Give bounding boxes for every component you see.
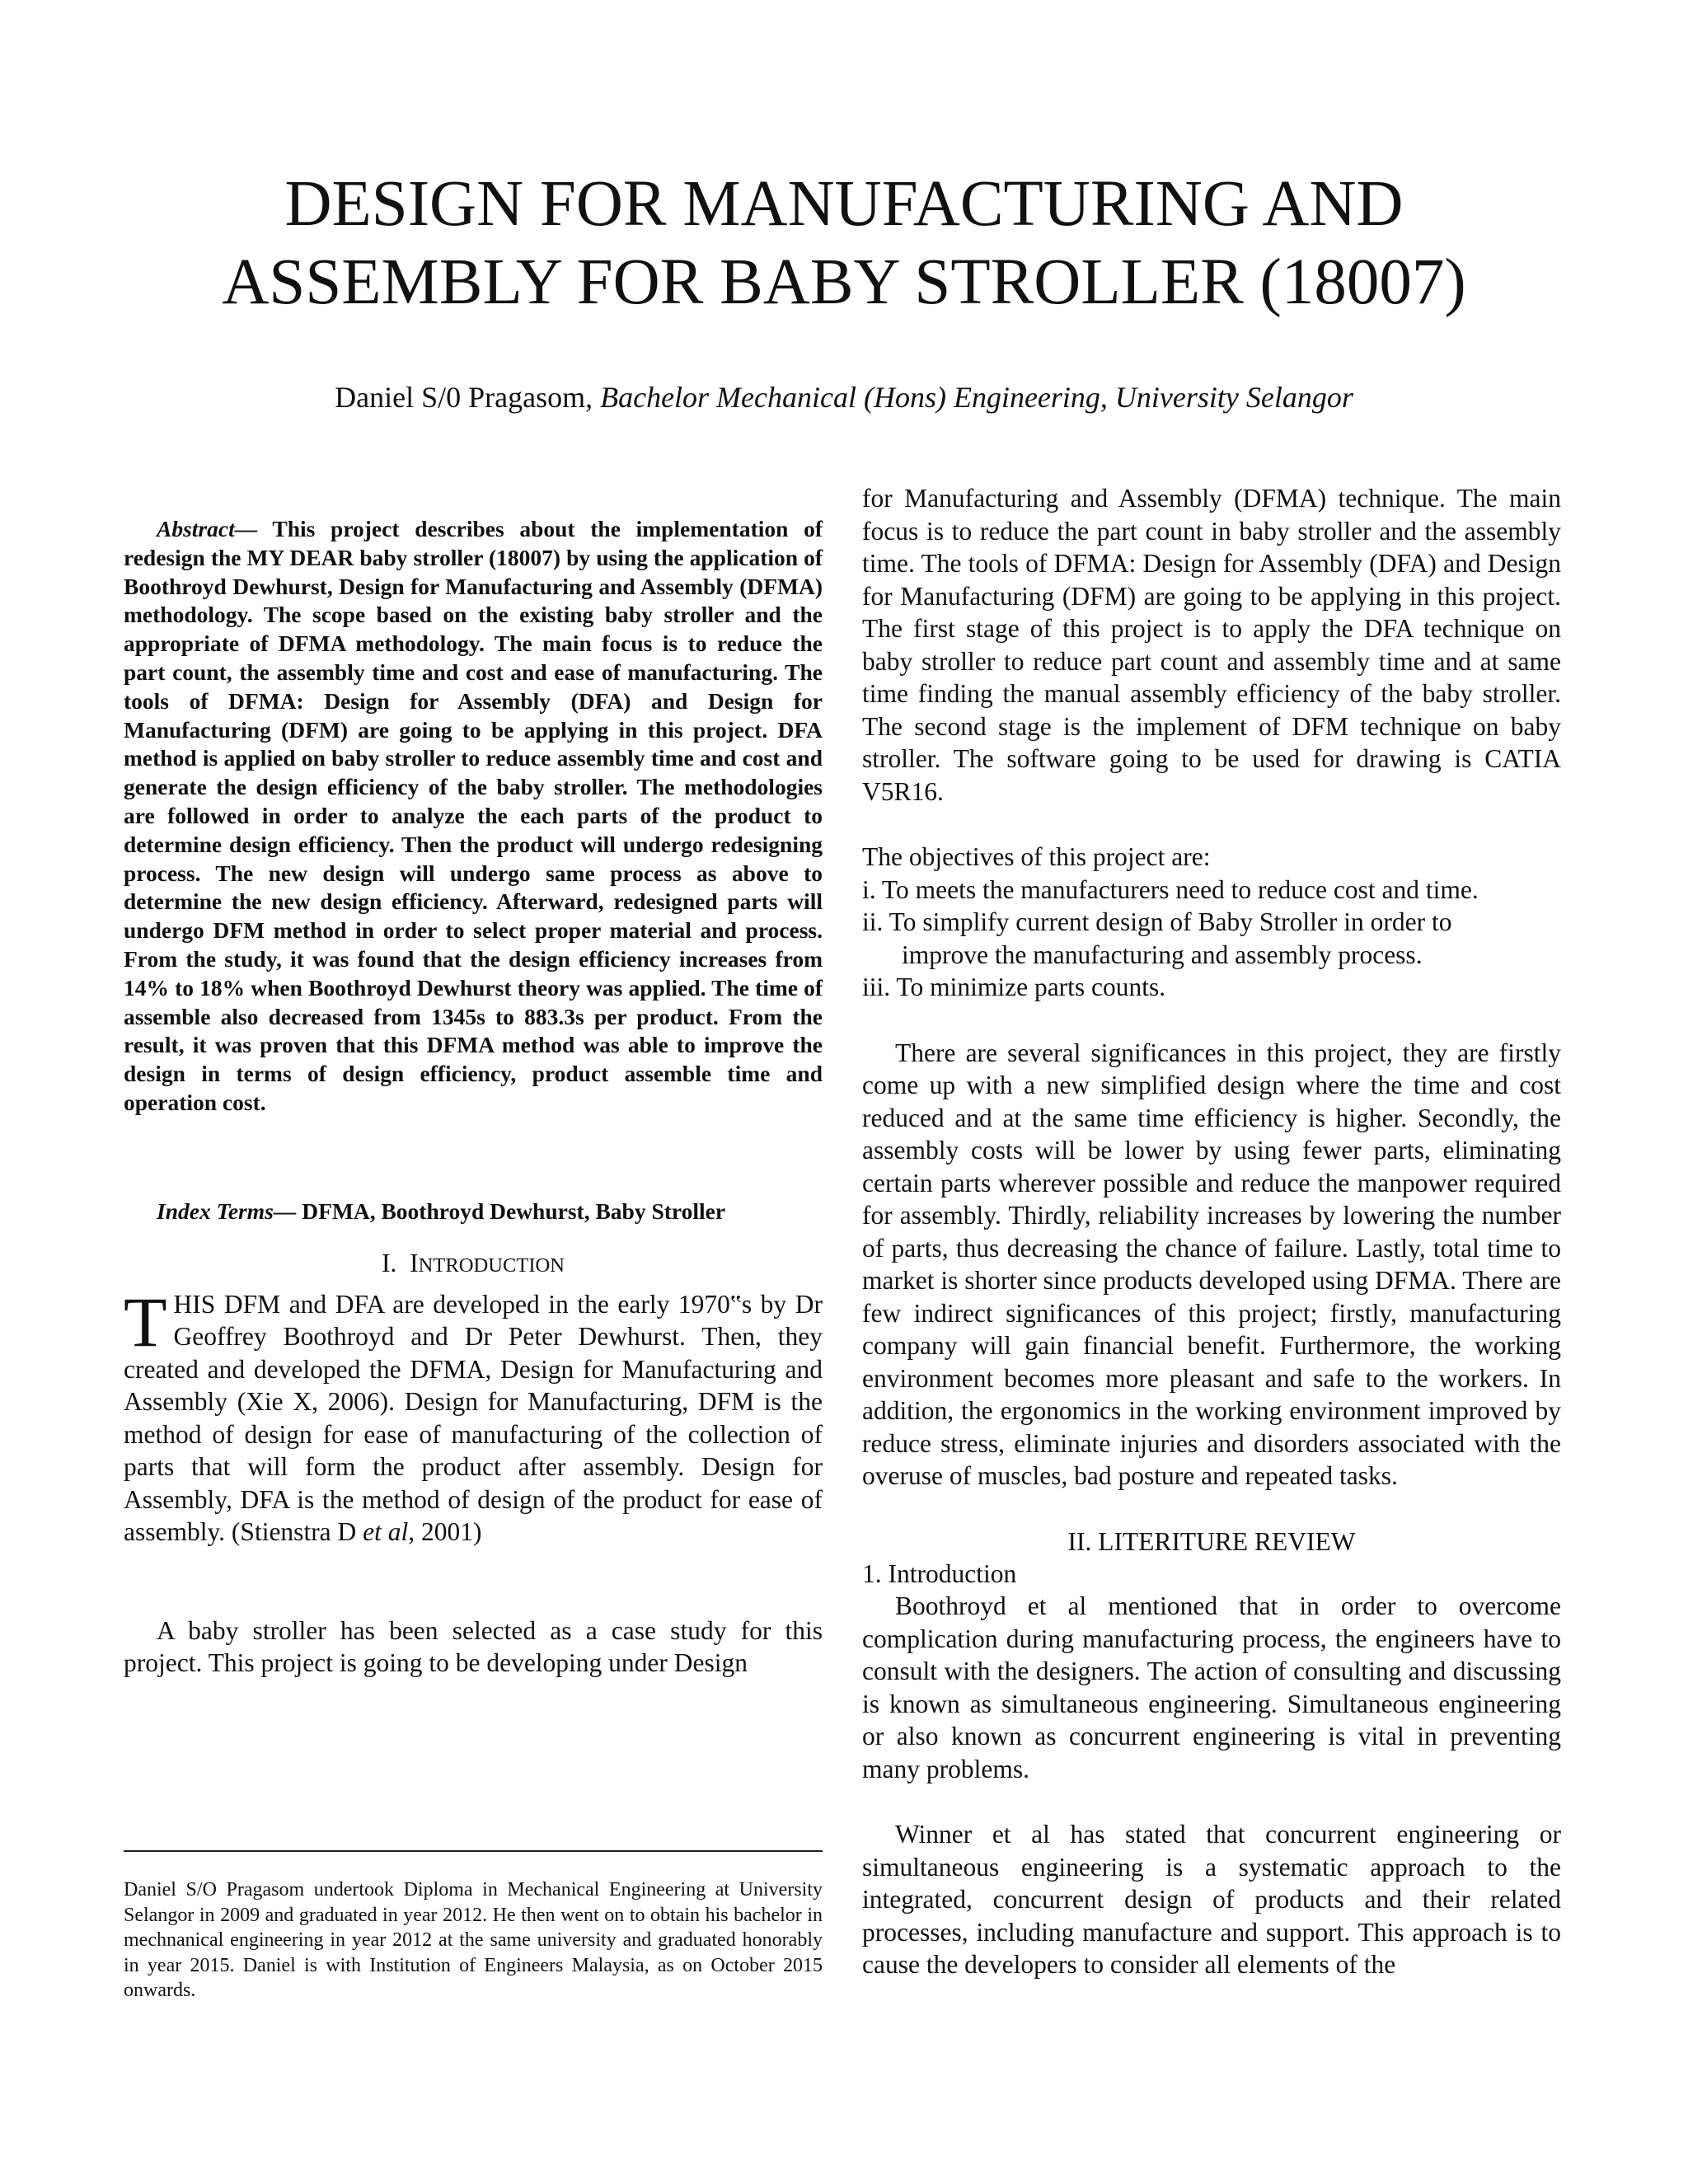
- title-line-2: ASSEMBLY FOR BABY STROLLER (18007): [222, 246, 1466, 318]
- section-heading-literature-review: II. LITERITURE REVIEW: [1067, 1526, 1356, 1556]
- winner-paragraph: Winner et al has stated that concurrent engineering or simultaneous engineering is a systematic approach to the integrated, concurrent design of products and their related processes, including manufacture and support. This approach is to cause the developers to consider all elements of the: [862, 1820, 1561, 1979]
- drop-cap: T: [124, 1282, 167, 1361]
- abstract-label: Abstract—: [157, 516, 258, 541]
- paper-title: [124, 165, 1564, 321]
- index-terms-text: DFMA, Boothroyd Dewhurst, Baby Stroller: [296, 1197, 726, 1224]
- section-heading-introduction: I. INTRODUCTION: [381, 1248, 565, 1277]
- objective-2: ii. To simplify current design of Baby Stroller in order to: [862, 907, 1452, 936]
- right-column: [862, 482, 1561, 1981]
- index-terms: [124, 1197, 823, 1226]
- left-column: [124, 482, 823, 1680]
- author-name: Daniel S/0 Pragasom,: [335, 381, 601, 414]
- objectives-intro: The objectives of this project are:: [862, 842, 1211, 871]
- literature-paragraph: Boothroyd et al mentioned that in order to overcome complication during manufacturing process, the engineers have to consult with the designers. The action of consulting and discussing is known as simultaneous engineering. Simultaneous engineering or also known as concurrent engineering is vital in preventing many problems.: [862, 1591, 1561, 1783]
- author-affiliation: Bachelor Mechanical (Hons) Engineering, University Selangor: [600, 381, 1353, 414]
- abstract-text: This project describes about the implementation of redesign the MY DEAR baby stroller (18007) by using the application of Boothroyd Dewhurst, Design for Manufacturing and Assembly (DFMA) methodology. The scope based on the existing baby stroller and the appropriate of DFMA methodology. The main focus is to reduce the part count, the assembly time and cost and ease of manufacturing. The tools of DFMA: Design for Assembly (DFA) and Design for Manufacturing (DFM) are going to be applying in this project. DFA method is applied on baby stroller to reduce assembly time and cost and generate the design efficiency of the baby stroller. The methodologies are followed in order to analyze the each parts of the product to determine design efficiency. Then the product will undergo redesigning process. The new design will undergo same process as above to determine the new design efficiency. Afterward, redesigned parts will undergo DFM method in order to select proper material and process. From the study, it was found that the design efficiency increases from 14% to 18% when Boothroyd Dewhurst theory was applied. The time of assemble also decreased from 1345s to 883.3s per product. From the result, it was proven that this DFMA method was able to improve the design in terms of design efficiency, product assemble time and operation cost.: [124, 516, 823, 1115]
- footnote-rule: [124, 1850, 823, 1852]
- intro-paragraph-1: THIS DFM and DFA are developed in the early 1970‟s by Dr Geoffrey Boothroyd and Dr Peter Dewhurst. Then, they created and developed the DFMA, Design for Manufacturing and Assembly (Xie X, 2006). Design for Manufacturing, DFM is the method of design for ease of manufacturing of the collection of parts that will form the product after assembly. Design for Assembly, DFA is the method of design of the product for ease of assembly. (Stienstra D et al, 2001): [124, 1282, 823, 1547]
- index-terms-label: Index Terms—: [157, 1197, 297, 1224]
- objective-1: i. To meets the manufacturers need to reduce cost and time.: [862, 874, 1479, 904]
- objective-3: iii. To minimize parts counts.: [862, 972, 1166, 1001]
- dfma-paragraph: for Manufacturing and Assembly (DFMA) technique. The main focus is to reduce the part count in baby stroller and the assembly time. The tools of DFMA: Design for Assembly (DFA) and Design for Manufacturing (DFM) are going to be applying in this project. The first stage of this project is to apply the DFA technique on baby stroller to reduce part count and assembly time and at same time finding the manual assembly efficiency of the baby stroller. The second stage is the implement of DFM technique on baby stroller. The software going to be used for drawing is CATIA V5R16.: [862, 484, 1561, 806]
- author-line: [124, 377, 1564, 417]
- objective-2-continued: improve the manufacturing and assembly process.: [902, 940, 1423, 969]
- title-line-1: DESIGN FOR MANUFACTURING AND: [284, 168, 1404, 240]
- author-footnote: Daniel S/O Pragasom undertook Diploma in Mechanical Engineering at University Selangor in 2009 and graduated in year 2012. He then went on to obtain his bachelor in mechnanical engineering in year 2012 at the same university and graduated honorably in year 2015. Daniel is with Institution of Engineers Malaysia, as on October 2015 onwards.: [124, 1879, 823, 2001]
- intro-paragraph-2: A baby stroller has been selected as a case study for this project. This project is going to be developing under Design: [124, 1615, 823, 1678]
- significance-paragraph: There are several significances in this project, they are firstly come up with a new simplified design where the time and cost reduced and at the same time efficiency is higher. Secondly, the assembly costs will be lower by using fewer parts, eliminating certain parts wherever possible and reduce the manpower required for assembly. Thirdly, reliability increases by lowering the number of parts, thus decreasing the chance of failure. Lastly, total time to market is shorter since products developed using DFMA. There are few indirect significances of this project; firstly, manufacturing company will gain financial benefit. Furthermore, the working environment becomes more pleasant and safe to the workers. In addition, the ergonomics in the working environment improved by reduce stress, eliminate injuries and disorders associated with the overuse of muscles, bad posture and repeated tasks.: [862, 1038, 1561, 1490]
- abstract: [124, 515, 823, 1118]
- subsection-introduction: 1. Introduction: [862, 1558, 1017, 1588]
